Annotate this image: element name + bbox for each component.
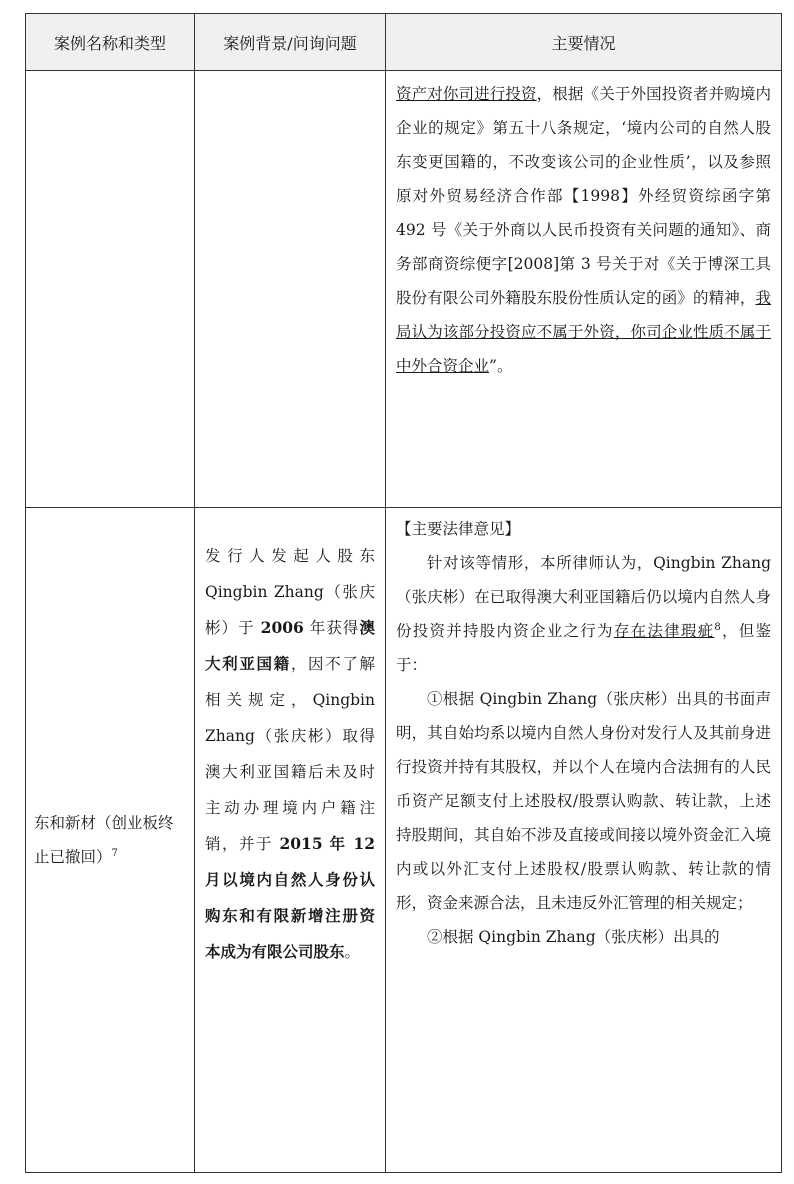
underlined-text: 资产对你司进行投资 (396, 85, 537, 103)
legal-title: 【主要法律意见】 (396, 520, 521, 538)
underlined-text: 存在法律瑕疵 (613, 622, 715, 640)
case-name (26, 806, 194, 874)
underlined-text: 我局认为该部分投资应不属于外资，你司企业性质不属于中外合资企业 (396, 289, 771, 375)
header-main-situation: 主要情况 (386, 14, 782, 71)
footnote-ref: 8 (714, 621, 721, 633)
legal-paragraph (396, 546, 771, 682)
row2-case-cell (26, 508, 195, 1173)
body-text: 。 (344, 943, 361, 961)
table-row (26, 71, 782, 508)
row1-case-cell (26, 71, 195, 508)
bold-text: 澳大利亚国籍 (205, 618, 375, 673)
legal-paragraph: ②根据 Qingbin Zhang（张庆彬）出具的 (427, 928, 720, 946)
body-text: 针对该等情形，本所律师认为，Qingbin Zhang（张庆彬）在已取得澳大利亚国籍后仍以境内自然人身份投资并持股内资企业之行为 (396, 554, 771, 640)
body-text: ”。 (489, 357, 513, 375)
header-row (26, 14, 782, 71)
row2-situation-cell (386, 508, 782, 1173)
table-row (26, 508, 782, 1173)
case-name-text: 东和新材（创业板终止已撤回） (34, 814, 174, 866)
body-text: ，因不了解相关规定，Qingbin Zhang（张庆彬）取得澳大利亚国籍后未及时主动办理境内户籍注销，并于 (205, 655, 375, 853)
legal-paragraph: ①根据 Qingbin Zhang（张庆彬）出具的书面声明，其自始均系以境内自然人身份对发行人及其前身进行投资并持有其股权，并以个人在境内合法拥有的人民币资产足额支付上述股权/股票认购款、转让款，上述持股期间，其自始不涉及直接或间接以境外资金汇入境内或以外汇支付上述股权/股票认购款、转让款的情形，资金来源合法，且未违反外汇管理的相关规定； (396, 690, 771, 912)
body-text: 年获得 (303, 619, 360, 637)
body-text: ，根据《关于外国投资者并购境内企业的规定》第五十八条规定，‘境内公司的自然人股东变更国籍的，不改变该公司的企业性质’，以及参照原对外贸易经济合作部【1998】外经贸资综函字第 492 号《关于外商以人民币投资有关问题的通知》、商务部商资综便字[2008]第 3 号关于对《关于博深工具股份有限公司外籍股东股份性质认定的函》的精神， (396, 85, 771, 307)
body-text: ，但鉴于： (396, 622, 771, 674)
background-text (195, 508, 385, 970)
row1-background-cell (195, 71, 386, 508)
case-table (25, 13, 782, 1173)
footnote-ref: 7 (111, 847, 118, 859)
bold-text: 2015 年 12 月以境内自然人身份认购东和有限新增注册资本成为有限公司股东 (205, 834, 375, 961)
legal-opinion (386, 508, 781, 954)
bold-text: 2006 (260, 618, 304, 637)
row1-situation-cell (386, 71, 782, 508)
row2-background-cell (195, 508, 386, 1173)
body-text: 发行人发起人股东 Qingbin Zhang（张庆彬）于 (205, 547, 375, 637)
header-case-name: 案例名称和类型 (26, 14, 195, 71)
header-background: 案例背景/问询问题 (195, 14, 386, 71)
row1-situation-text (386, 71, 781, 383)
